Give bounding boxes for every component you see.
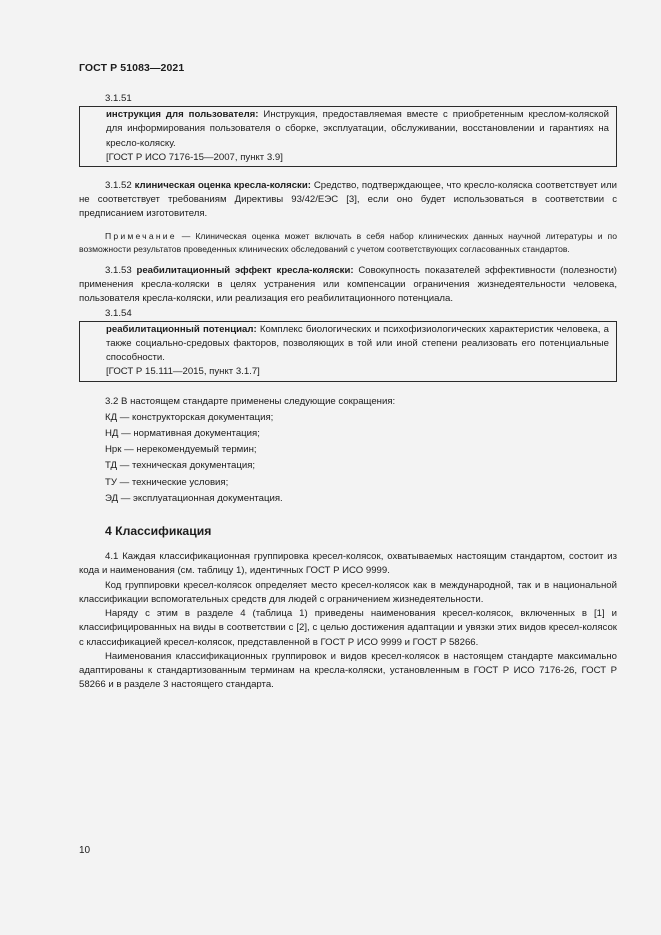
term-definition [106, 108, 609, 151]
term-definition-box [79, 106, 617, 167]
term-definition [79, 179, 617, 222]
term-definition-box [79, 321, 617, 382]
paragraph: Код группировки кресел-колясок определяет место кресел-колясок как в международной, так и в национальной классификации вспомогательных средств для людей с ограничением жизнедеятельности. [79, 579, 617, 605]
paragraph: Наименования классификационных группировок и видов кресел-колясок в настоящем стандарте максимально адаптированы к стандартизованным терминам на кресла-коляски, установленным в ГОСТ Р ИСО 7176-26, ГОСТ Р 58266 и в разделе 3 настоящего стандарта. [79, 650, 617, 691]
paragraph: 4.1 Каждая классификационная группировка кресел-колясок, охватываемых настоящим стандартом, состоит из кода и наименования (см. таблицу 1), идентичных ГОСТ Р ИСО 9999. [79, 551, 617, 577]
term-name: инструкция для пользователя: [106, 109, 259, 121]
note-label: Примечание [105, 230, 177, 241]
term-number: 3.1.53 [105, 265, 132, 277]
paragraph: Наряду с этим в разделе 4 (таблица 1) приведены наименования кресел-колясок, включенных в [1] и классифицированных на виды в соответствии с [2], с целью достижения адаптации и увязки этих видов кресел-колясок с классификацией кресел-колясок, представленной в ГОСТ Р ИСО 9999 и ГОСТ Р 58266. [79, 608, 617, 648]
term-number: 3.1.52 [105, 180, 132, 192]
term-text: Совокупность показателей эффективности (полезности) применения кресла-коляски в целях устранения или компенсации ограничения жизнедеятельности человека, пользователя кресла-коляски, или реализация его реабилитационного потенциала. [79, 265, 618, 305]
note [79, 230, 617, 256]
term-number: 3.1.54 [105, 307, 132, 319]
term-text: Комплекс биологических и психофизиологических характеристик человека, а также социально-средовых факторов, позволяющих в той или иной степени реализовать его потенциальные способности. [106, 323, 609, 364]
list-item: Нрк — нерекомендуемый термин; [105, 444, 257, 456]
term-text: Средство, подтверждающее, что кресло-коляска соответствует или не соответствует требованиям Директивы 93/42/ЕЭС [3], если оно будет использоваться в соответствии с предписанием изготовителя. [79, 180, 617, 220]
page-content [79, 92, 617, 692]
page-number: 10 [79, 845, 91, 856]
section-title: 4 Классификация [105, 524, 212, 539]
term-source: [ГОСТ Р 15.111—2015, пункт 3.1.7] [106, 366, 260, 378]
term-definition [79, 264, 617, 307]
list-item: ТУ — технические условия; [105, 476, 229, 488]
term-number: 3.1.51 [105, 93, 132, 104]
term-definition [106, 323, 609, 366]
term-name: клиническая оценка кресла-коляски: [134, 180, 311, 192]
note-text: — Клиническая оценка может включать в себя набор клинических данных научной литературы и по возможности результатов проведенных клинических обследований с учетом соответствующих согласованных стандартов. [79, 230, 617, 254]
document-header: ГОСТ Р 51083—2021 [79, 62, 185, 74]
list-item: КД — конструкторская документация; [105, 411, 274, 423]
list-item: НД — нормативная документация; [105, 428, 260, 440]
term-text: Инструкция, предоставляемая вместе с приобретенным креслом-коляской для информирования пользователя о сборке, эксплуатации, обслуживании, восстановлении и гарантиях на кресло-коляску. [106, 109, 609, 149]
abbreviations-list [79, 410, 617, 507]
list-item: ЭД — эксплуатационная документация. [105, 492, 283, 504]
term-name: реабилитационный потенциал: [106, 323, 257, 335]
term-source: [ГОСТ Р ИСО 7176-15—2007, пункт 3.9] [106, 151, 283, 163]
term-name: реабилитационный эффект кресла-коляски: [136, 265, 354, 277]
list-item: ТД — техническая документация; [105, 460, 256, 472]
abbreviations-intro: 3.2 В настоящем стандарте применены следующие сокращения: [105, 395, 396, 407]
